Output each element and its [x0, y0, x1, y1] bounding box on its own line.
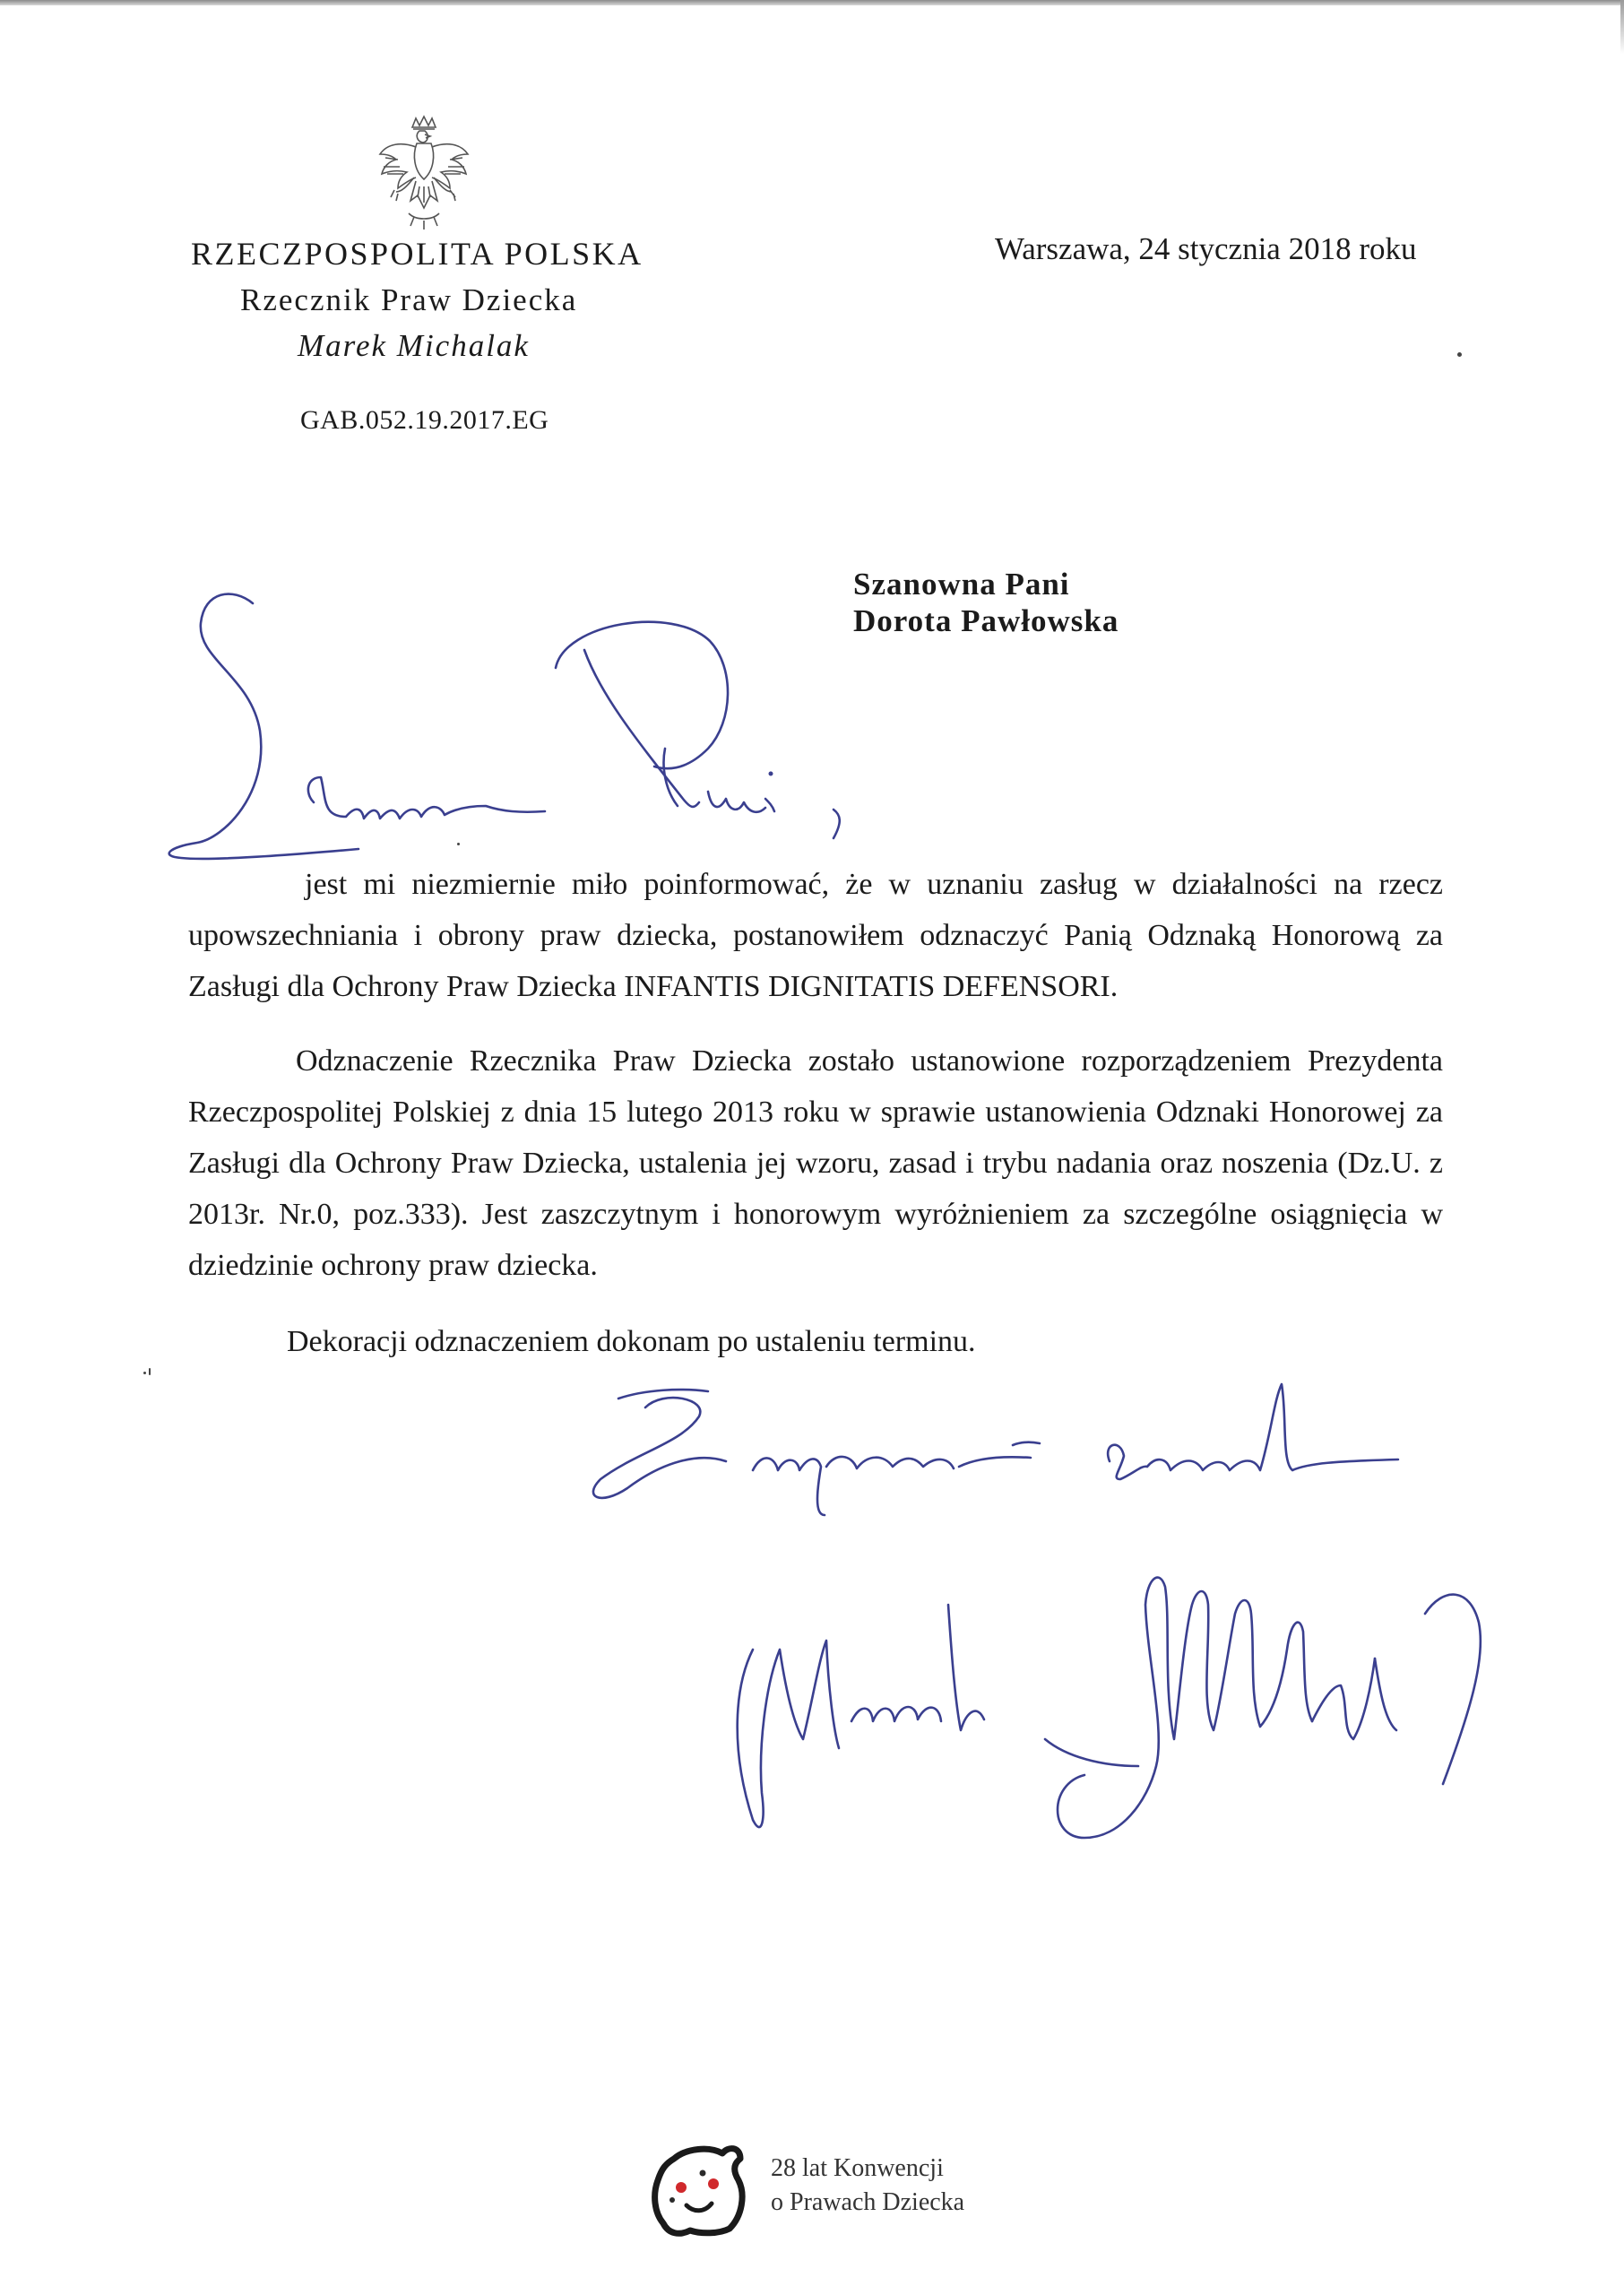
- paragraph-award: jest mi niezmiernie miło poinformować, że w uznaniu zasług w działalności na rzecz upowszechniania i obrony praw dziecka, postanowiłem odznaczyć Panią Odznaką Honorową za Zasługi dla Ochrony Praw Dziecka INFANTIS DIGNITATIS DEFENSORI.: [188, 868, 1443, 1003]
- handwritten-closing: [583, 1381, 1434, 1515]
- office-name: Rzecznik Praw Dziecka: [240, 282, 578, 317]
- scan-speck: [1457, 352, 1462, 357]
- country-name: RZECZPOSPOLITA POLSKA: [191, 236, 644, 272]
- handwritten-signature: [726, 1551, 1506, 1892]
- child-face-logo-icon: [647, 2141, 753, 2239]
- paragraph-legal-basis: Odznaczenie Rzecznika Praw Dziecka zostało ustanowione rozporządzeniem Prezydenta Rzeczpospolitej Polskiej z dnia 15 lutego 2013 roku w sprawie ustanowienia Odznaki Honorowej za Zasługi dla Ochrony Praw Dziecka, ustalenia jej wzoru, zasad i trybu nadania oraz noszenia (Dz.U. z 2013r. Nr.0, poz.333). Jest zaszczytnym i honorowym wyróżnieniem za szczególne osiągnięcia w dziedzinie ochrony praw dziecka.: [188, 1044, 1443, 1282]
- polish-eagle-emblem-icon: [375, 115, 473, 231]
- paragraph-decoration: Dekoracji odznaczeniem dokonam po ustaleniu terminu.: [287, 1325, 976, 1358]
- footer-line-convention: o Prawach Dziecka: [771, 2188, 965, 2216]
- footer-line-anniversary: 28 lat Konwencji: [771, 2154, 944, 2182]
- scan-right-edge: [1620, 0, 1624, 54]
- letter-date: Warszawa, 24 stycznia 2018 roku: [995, 231, 1417, 266]
- reference-number: GAB.052.19.2017.EG: [300, 405, 549, 435]
- handwritten-salutation: [170, 587, 905, 883]
- scan-speck: [457, 843, 460, 845]
- recipient-name: Dorota Pawłowska: [853, 603, 1119, 638]
- scan-top-edge: [0, 0, 1624, 5]
- recipient-salutation: Szanowna Pani: [853, 567, 1070, 602]
- scan-speck: [143, 1372, 146, 1374]
- official-name: Marek Michalak: [298, 328, 530, 363]
- scan-speck: [149, 1368, 151, 1375]
